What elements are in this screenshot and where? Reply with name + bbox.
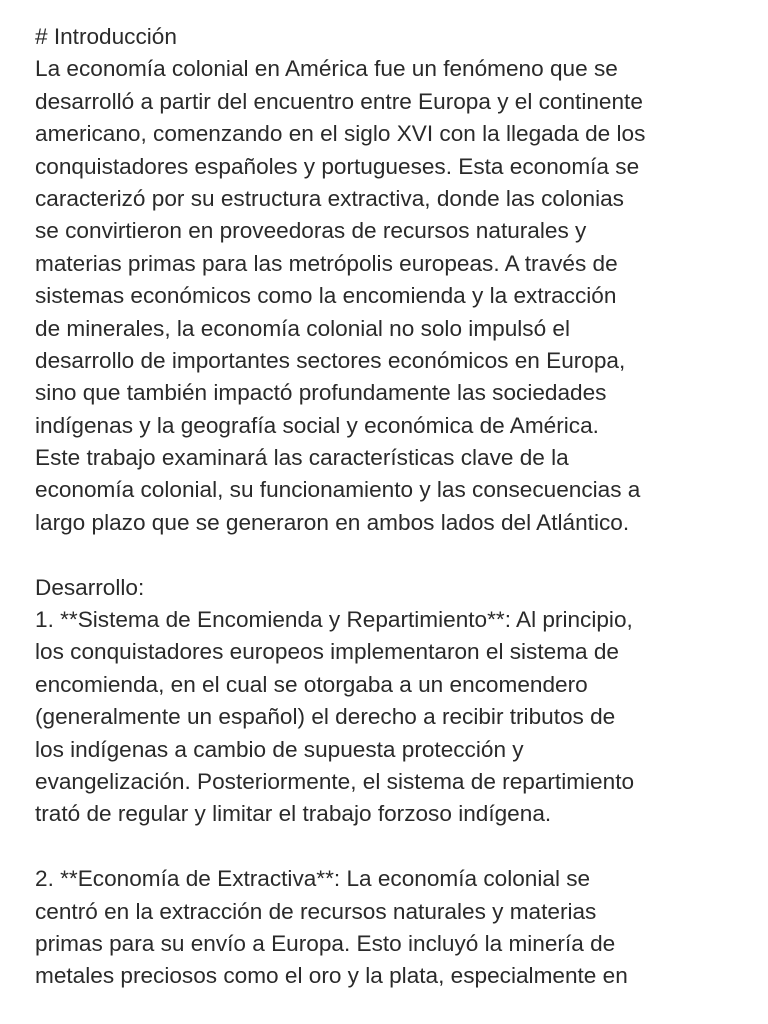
intro-line: largo plazo que se generaron en ambos lados del Atlántico.	[35, 509, 630, 535]
intro-line: indígenas y la geografía social y económica de América.	[35, 412, 599, 438]
intro-line: se convirtieron en proveedoras de recursos naturales y	[35, 218, 587, 244]
intro-heading: # Introducción	[35, 24, 177, 49]
paragraph-spacer	[35, 831, 768, 863]
item2-line: centró en la extracción de recursos naturales y materias	[35, 898, 597, 924]
intro-line: economía colonial, su funcionamiento y las consecuencias a	[35, 477, 641, 503]
item1-line: los indígenas a cambio de supuesta protección y	[35, 736, 524, 762]
intro-line: americano, comenzando en el siglo XVI con la llegada de los	[35, 121, 646, 147]
intro-line: sistemas económicos como la encomienda y la extracción	[35, 283, 617, 309]
item1-line: evangelización. Posteriormente, el sistema de repartimiento	[35, 768, 635, 794]
paragraph-spacer	[35, 539, 768, 571]
intro-line: Este trabajo examinará las características clave de la	[35, 445, 569, 471]
intro-line: sino que también impactó profundamente las sociedades	[35, 380, 607, 406]
intro-line: materias primas para las metrópolis europeas. A través de	[35, 250, 618, 276]
intro-line: La economía colonial en América fue un fenómeno que se	[35, 56, 618, 82]
item2-line: 2. **Economía de Extractiva**: La economía colonial se	[35, 866, 591, 892]
item1-line: 1. **Sistema de Encomienda y Repartimiento**: Al principio,	[35, 607, 633, 633]
item2-line: metales preciosos como el oro y la plata, especialmente en	[35, 963, 628, 989]
item1-line: los conquistadores europeos implementaron el sistema de	[35, 639, 619, 665]
intro-line: conquistadores españoles y portugueses. Esta economía se	[35, 153, 640, 179]
item1-line: encomienda, en el cual se otorgaba a un encomendero	[35, 671, 588, 697]
intro-line: caracterizó por su estructura extractiva, donde las colonias	[35, 185, 624, 211]
intro-line: desarrollo de importantes sectores económicos en Europa,	[35, 347, 626, 373]
intro-line: desarrolló a partir del encuentro entre Europa y el continente	[35, 88, 643, 114]
section-heading: Desarrollo:	[35, 574, 145, 600]
document-body	[35, 21, 768, 993]
item2-line: primas para su envío a Europa. Esto incluyó la minería de	[35, 930, 616, 956]
item1-line: (generalmente un español) el derecho a recibir tributos de	[35, 704, 616, 730]
intro-line: de minerales, la economía colonial no solo impulsó el	[35, 315, 571, 341]
item1-line: trató de regular y limitar el trabajo forzoso indígena.	[35, 801, 552, 827]
